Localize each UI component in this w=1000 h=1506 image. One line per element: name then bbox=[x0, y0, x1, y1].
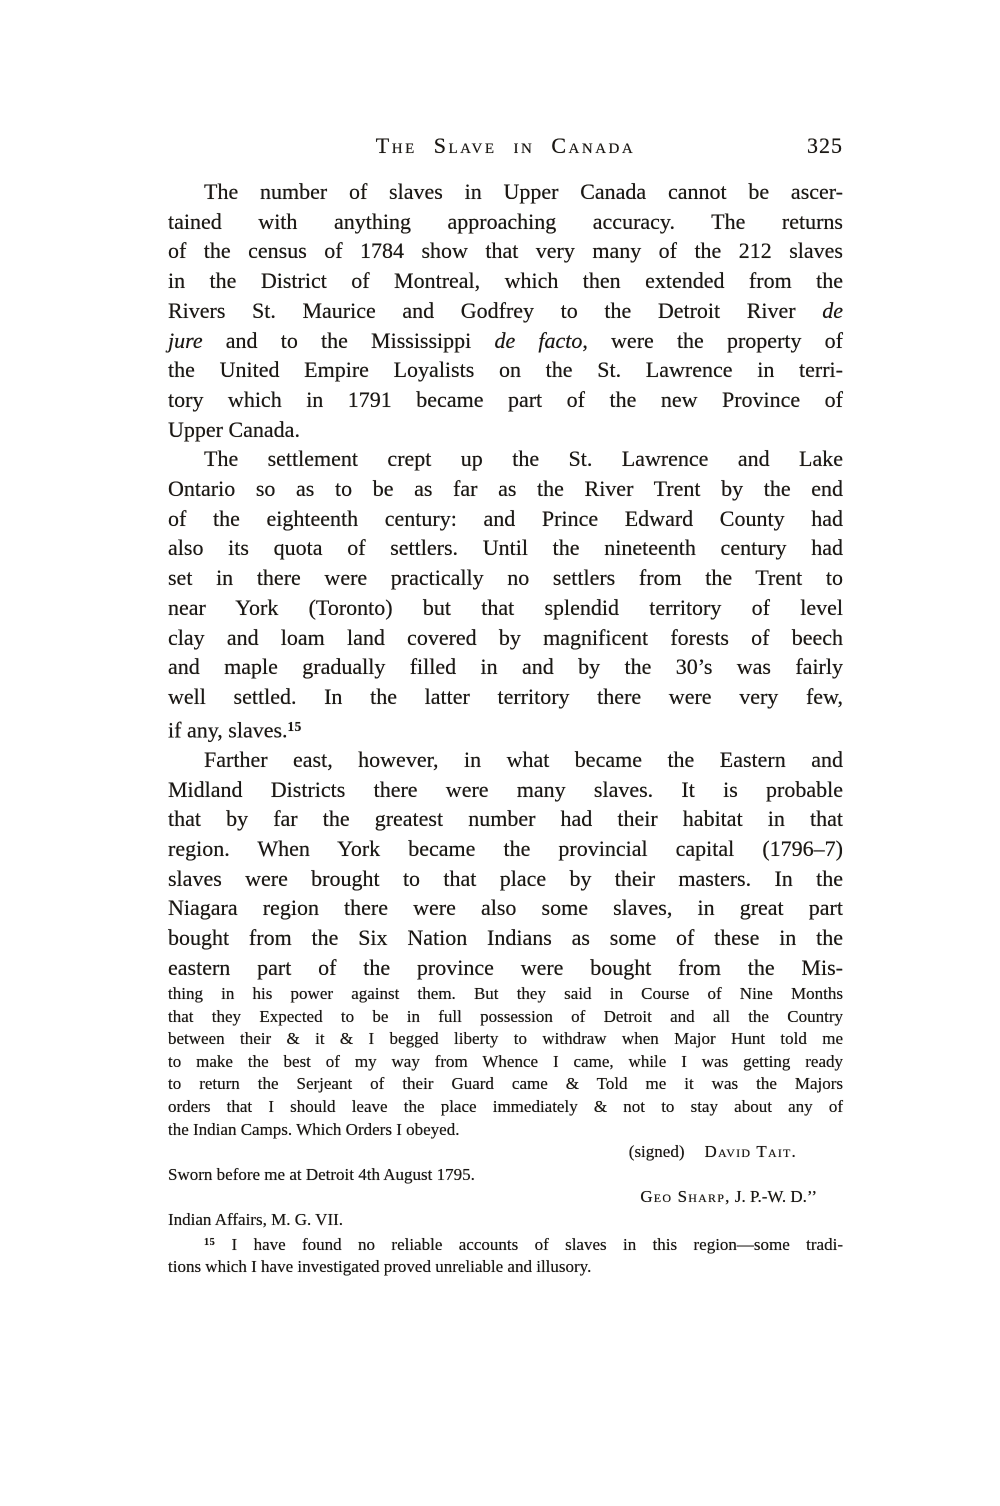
body-text bbox=[168, 177, 843, 983]
footnote-marker: 15 bbox=[204, 1236, 216, 1248]
footnote-line bbox=[168, 1186, 843, 1209]
text-line bbox=[168, 834, 843, 864]
footnote-line bbox=[168, 1119, 843, 1142]
text-segment: between their & it & I begged liberty to withdraw when Major Hunt told me bbox=[168, 1029, 843, 1049]
text-line bbox=[168, 652, 843, 682]
text-segment: thing in his power against them. But they said in Course of Nine Months bbox=[168, 984, 843, 1003]
text-line bbox=[168, 775, 843, 805]
text-segment: clay and loam land covered by magnificent forests of beech bbox=[168, 624, 843, 650]
footnote-marker: 15 bbox=[287, 718, 302, 734]
text-segment: tions which I have investigated proved unreliable and illusory. bbox=[168, 1257, 592, 1277]
text-segment: Midland Districts there were many slaves. It is probable bbox=[168, 776, 843, 802]
text-segment: The settlement crept up the St. Lawrence and Lake bbox=[204, 446, 843, 472]
text-line bbox=[168, 326, 843, 356]
footnote-line bbox=[168, 1028, 843, 1051]
text-segment: Ontario so as to be as far as the River Trent by the end bbox=[168, 476, 843, 502]
text-segment: of the eighteenth century: and Prince Edward County had bbox=[168, 505, 843, 531]
footnotes bbox=[168, 983, 843, 1279]
text-line bbox=[168, 415, 843, 445]
text-segment: J. P.-W. D.’’ bbox=[730, 1187, 817, 1207]
text-line bbox=[168, 177, 843, 207]
text-segment: in the District of Montreal, which then extended from the bbox=[168, 268, 843, 294]
text-segment: set in there were practically no settlers from the Trent to bbox=[168, 565, 843, 591]
text-line bbox=[168, 474, 843, 504]
text-segment: (signed) bbox=[628, 1142, 685, 1162]
text-segment: orders that I should leave the place immediately & not to stay about any of bbox=[168, 1096, 843, 1116]
paragraph bbox=[168, 444, 843, 745]
text-segment: if any, slaves. bbox=[168, 717, 288, 743]
paragraph bbox=[168, 177, 843, 444]
text-segment: near York (Toronto) but that splendid territory of level bbox=[168, 594, 843, 620]
text-line bbox=[168, 745, 843, 775]
footnote-line bbox=[168, 1209, 843, 1232]
text-line bbox=[168, 864, 843, 894]
text-segment: I have found no reliable accounts of slaves in this region—some tradi- bbox=[215, 1234, 843, 1254]
footnote-line bbox=[168, 1141, 843, 1164]
text-segment: tory which in 1791 became part of the new Province of bbox=[168, 386, 843, 412]
text-line bbox=[168, 682, 843, 712]
text-segment: that they Expected to be in full possession of Detroit and all the Country bbox=[168, 1006, 843, 1026]
text-line bbox=[168, 533, 843, 563]
small-caps-name: Geo Sharp, bbox=[640, 1187, 731, 1207]
footnote-line bbox=[168, 1051, 843, 1074]
text-segment: to return the Serjeant of their Guard came & Told me it was the Majors bbox=[168, 1074, 843, 1094]
text-segment: The number of slaves in Upper Canada cannot be ascer- bbox=[204, 179, 843, 204]
text-line bbox=[168, 923, 843, 953]
text-segment: eastern part of the province were bought from the Mis- bbox=[168, 954, 843, 980]
small-caps-name: David Tait. bbox=[704, 1142, 797, 1162]
text-segment: jure bbox=[168, 327, 203, 353]
text-segment: bought from the Six Nation Indians as some of these in the bbox=[168, 925, 843, 951]
text-segment: and maple gradually filled in and by the 30’s was fairly bbox=[168, 654, 843, 680]
text-line bbox=[168, 504, 843, 534]
text-segment: Rivers St. Maurice and Godfrey to the Detroit River bbox=[168, 297, 823, 323]
footnote-line bbox=[168, 1073, 843, 1096]
text-line bbox=[168, 444, 843, 474]
text-segment: Upper Canada. bbox=[168, 416, 300, 442]
text-segment: of the census of 1784 show that very many of the 212 slaves bbox=[168, 238, 843, 264]
text-segment: also its quota of settlers. Until the nineteenth century had bbox=[168, 535, 843, 561]
text-segment: the Indian Camps. Which Orders I obeyed. bbox=[168, 1119, 460, 1139]
footnote-line bbox=[168, 1256, 843, 1279]
page-number: 325 bbox=[807, 133, 843, 158]
page-header bbox=[168, 133, 843, 163]
text-line bbox=[168, 266, 843, 296]
footnote-line bbox=[168, 1232, 843, 1257]
page-title: The Slave in Canada bbox=[375, 133, 636, 158]
text-line bbox=[168, 712, 843, 745]
text-segment: Indian Affairs, M. G. VII. bbox=[168, 1209, 344, 1229]
text-segment: de facto bbox=[494, 327, 583, 353]
text-segment: well settled. In the latter territory there were very few, bbox=[168, 683, 843, 709]
text-segment: slaves were brought to that place by their masters. In the bbox=[168, 865, 843, 891]
footnote-line bbox=[168, 1164, 843, 1187]
text-segment: that by far the greatest number had their habitat in that bbox=[168, 806, 843, 832]
text-line bbox=[168, 623, 843, 653]
text-segment: Farther east, however, in what became the Eastern and bbox=[204, 746, 843, 772]
text-line bbox=[168, 355, 843, 385]
text-segment: to make the best of my way from Whence I came, while I was getting ready bbox=[168, 1051, 843, 1071]
text-segment: tained with anything approaching accuracy. The returns bbox=[168, 208, 843, 234]
text-line bbox=[168, 236, 843, 266]
text-segment: de bbox=[822, 297, 843, 323]
text-line bbox=[168, 804, 843, 834]
text-line bbox=[168, 593, 843, 623]
paragraph bbox=[168, 745, 843, 983]
text-line bbox=[168, 207, 843, 237]
text-line bbox=[168, 563, 843, 593]
text-segment: the United Empire Loyalists on the St. Lawrence in terri- bbox=[168, 357, 843, 383]
text-segment: , were the property of bbox=[582, 327, 843, 353]
text-line bbox=[168, 296, 843, 326]
footnote-line bbox=[168, 1006, 843, 1029]
text-line bbox=[168, 953, 843, 983]
footnote-line bbox=[168, 983, 843, 1006]
text-line bbox=[168, 893, 843, 923]
text-segment: Sworn before me at Detroit 4th August 1795. bbox=[168, 1164, 475, 1184]
footnote-line bbox=[168, 1096, 843, 1119]
text-segment: and to the Mississippi bbox=[202, 327, 495, 353]
text-line bbox=[168, 385, 843, 415]
text-segment: region. When York became the provincial capital (1796–7) bbox=[168, 836, 843, 862]
text-segment: Niagara region there were also some slaves, in great part bbox=[168, 895, 843, 921]
